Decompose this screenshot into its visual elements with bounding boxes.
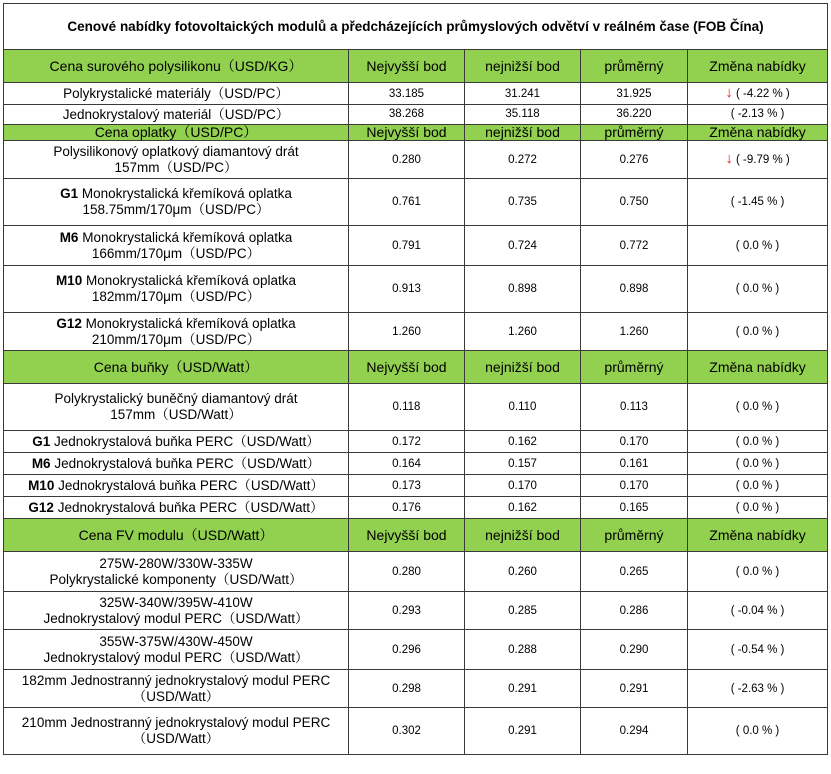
row-name: Jednokrystalový materiál（USD/PC） [4,105,349,125]
table-row [4,266,828,313]
avg-value: 31.925 [581,83,688,105]
row-name-line2: （USD/Watt） [132,688,220,704]
change-value: ( 0.0 % ) [688,226,828,266]
change-value: ( 0.0 % ) [688,708,828,755]
col-high-header: Nejvyšší bod [349,125,465,141]
row-name-line1: 182mm Jednostranný jednokrystalový modul PERC [21,672,331,688]
low-value: 0.162 [465,497,581,519]
row-name-text: Jednokrystalová buňka PERC（USD/Watt） [50,433,320,449]
change-text: ( -9.79 % ) [736,154,790,166]
change-value [688,141,828,179]
col-low-header: nejnižší bod [465,351,581,384]
high-value: 1.260 [349,313,465,351]
avg-value: 0.161 [581,453,688,475]
change-value [688,83,828,105]
title-row [4,4,828,50]
row-name-line1: Monokrystalická křemíková oplatka [78,186,292,201]
low-value: 0.735 [465,179,581,226]
avg-value: 0.265 [581,552,688,592]
row-name [4,266,349,313]
high-value: 0.280 [349,141,465,179]
section-title: Cena FV modulu（USD/Watt） [4,519,349,552]
low-value: 0.110 [465,384,581,431]
row-name [4,475,349,497]
avg-value: 0.898 [581,266,688,313]
row-name-line2: 157mm（USD/Watt） [110,407,242,422]
high-value: 0.791 [349,226,465,266]
size-label: G12 [56,315,82,331]
row-name [4,670,349,708]
high-value: 0.302 [349,708,465,755]
avg-value: 0.772 [581,226,688,266]
high-value: 0.118 [349,384,465,431]
section-header-module [4,519,828,552]
row-name [4,431,349,453]
high-value: 0.173 [349,475,465,497]
row-name [4,708,349,755]
high-value: 0.293 [349,592,465,630]
col-change-header: Změna nabídky [688,519,828,552]
row-name [4,141,349,179]
avg-value: 0.291 [581,670,688,708]
high-value: 0.913 [349,266,465,313]
high-value: 0.296 [349,630,465,670]
size-label: M10 [55,273,83,288]
col-high-header: Nejvyšší bod [349,50,465,83]
row-name-line1: Monokrystalická křemíková oplatka [81,315,296,331]
avg-value: 0.170 [581,431,688,453]
table-row [4,552,828,592]
high-value: 0.172 [349,431,465,453]
col-change-header: Změna nabídky [688,351,828,384]
section-header-cell [4,351,828,384]
high-value: 0.298 [349,670,465,708]
low-value: 35.118 [465,105,581,125]
change-value: ( 0.0 % ) [688,313,828,351]
col-change-header: Změna nabídky [688,50,828,83]
row-name [4,384,349,431]
down-arrow-icon: ↓ [725,150,733,167]
table-row [4,83,828,105]
low-value: 0.157 [465,453,581,475]
change-value: ( 0.0 % ) [688,384,828,431]
col-avg-header: průměrný [581,125,688,141]
table-row [4,630,828,670]
size-label: G1 [32,433,51,449]
row-name-line1: 355W-375W/430W-450W [99,633,253,649]
row-name: Polykrystalické materiály（USD/PC） [4,83,349,105]
row-name-line2: Polykrystalické komponenty（USD/Watt） [49,571,303,587]
row-name-line1: 275W-280W/330W-335W [99,555,253,571]
row-name-line1: 325W-340W/395W-410W [99,594,253,610]
avg-value: 0.294 [581,708,688,755]
change-value: ( 0.0 % ) [688,475,828,497]
size-label: M6 [59,229,79,245]
col-avg-header: průměrný [581,50,688,83]
table-row [4,453,828,475]
table-row [4,313,828,351]
low-value: 0.272 [465,141,581,179]
low-value: 31.241 [465,83,581,105]
row-name-line1: Monokrystalická křemíková oplatka [78,229,293,245]
avg-value: 0.170 [581,475,688,497]
table-row [4,708,828,755]
avg-value: 0.286 [581,592,688,630]
row-name [4,552,349,592]
low-value: 0.260 [465,552,581,592]
avg-value: 0.276 [581,141,688,179]
price-table [3,3,828,755]
low-value: 0.724 [465,226,581,266]
change-value: ( -1.45 % ) [688,179,828,226]
row-name [4,453,349,475]
avg-value: 1.260 [581,313,688,351]
low-value: 0.291 [465,708,581,755]
col-low-header: nejnižší bod [465,125,581,141]
avg-value: 0.290 [581,630,688,670]
row-name-text: Jednokrystalová buňka PERC（USD/Watt） [50,455,321,471]
avg-value: 0.165 [581,497,688,519]
high-value: 0.761 [349,179,465,226]
table-row [4,179,828,226]
high-value: 33.185 [349,83,465,105]
avg-value: 0.113 [581,384,688,431]
size-label: G1 [60,186,79,201]
table-title: Cenové nabídky fotovoltaických modulů a předcházejících průmyslových odvětví v reálném čase (FOB Čína) [4,4,828,50]
down-arrow-icon: ↓ [725,84,733,101]
col-avg-header: průměrný [581,351,688,384]
row-name [4,497,349,519]
avg-value: 36.220 [581,105,688,125]
size-label: G12 [28,499,54,515]
size-label: M10 [28,477,55,493]
low-value: 1.260 [465,313,581,351]
table-row [4,226,828,266]
low-value: 0.288 [465,630,581,670]
row-name-text: Jednokrystalová buňka PERC（USD/Watt） [54,477,324,493]
change-value: ( -2.63 % ) [688,670,828,708]
row-name [4,179,349,226]
col-avg-header: průměrný [581,519,688,552]
row-name-line1: Polysilikonový oplatkový diamantový drát [53,143,299,159]
row-name-line2: 158.75mm/170μm（USD/PC） [82,202,270,217]
change-value: ( 0.0 % ) [688,453,828,475]
col-high-header: Nejvyšší bod [349,519,465,552]
price-table-container [3,3,827,755]
low-value: 0.162 [465,431,581,453]
high-value: 0.164 [349,453,465,475]
section-title: Cena buňky（USD/Watt） [4,351,349,384]
table-row [4,384,828,431]
section-header-polysilicon [4,50,828,83]
change-value: ( 0.0 % ) [688,552,828,592]
col-high-header: Nejvyšší bod [349,351,465,384]
row-name-line2: 157mm（USD/PC） [114,159,238,175]
row-name-line1: Monokrystalická křemíková oplatka [82,273,297,288]
col-low-header: nejnižší bod [465,50,581,83]
low-value: 0.285 [465,592,581,630]
table-row [4,592,828,630]
size-label: M6 [31,455,51,471]
row-name-line2: Jednokrystalový modul PERC（USD/Watt） [43,649,309,665]
row-name-line1: 210mm Jednostranný jednokrystalový modul PERC [21,715,331,730]
col-change-header: Změna nabídky [688,125,828,141]
row-name [4,226,349,266]
high-value: 38.268 [349,105,465,125]
low-value: 0.170 [465,475,581,497]
row-name-line2: Jednokrystalový modul PERC（USD/Watt） [43,610,309,626]
change-text: ( -4.22 % ) [736,88,790,100]
change-value: ( 0.0 % ) [688,497,828,519]
table-row [4,497,828,519]
row-name-line1: Polykrystalický buněčný diamantový drát [54,391,298,406]
low-value: 0.898 [465,266,581,313]
row-name-line2: 166mm/170μm（USD/PC） [91,245,261,261]
low-value: 0.291 [465,670,581,708]
row-name-line2: 210mm/170μm（USD/PC） [91,331,261,347]
section-title: Cena surového polysilikonu（USD/KG） [4,50,349,83]
avg-value: 0.750 [581,179,688,226]
change-value: ( -2.13 % ) [688,105,828,125]
change-value: ( 0.0 % ) [688,266,828,313]
table-row [4,475,828,497]
table-row [4,670,828,708]
table-row [4,431,828,453]
row-name [4,630,349,670]
change-value: ( -0.54 % ) [688,630,828,670]
table-row [4,141,828,179]
change-value: ( -0.04 % ) [688,592,828,630]
high-value: 0.280 [349,552,465,592]
row-name-line2: 182mm/170μm（USD/PC） [91,289,261,304]
col-low-header: nejnižší bod [465,519,581,552]
row-name-text: Jednokrystalová buňka PERC（USD/Watt） [53,499,324,515]
row-name [4,592,349,630]
table-row [4,105,828,125]
section-header-wafer [4,125,828,141]
section-title: Cena oplatky（USD/PC） [4,125,349,141]
change-value: ( 0.0 % ) [688,431,828,453]
row-name-line2: （USD/Watt） [132,731,220,746]
high-value: 0.176 [349,497,465,519]
row-name [4,313,349,351]
